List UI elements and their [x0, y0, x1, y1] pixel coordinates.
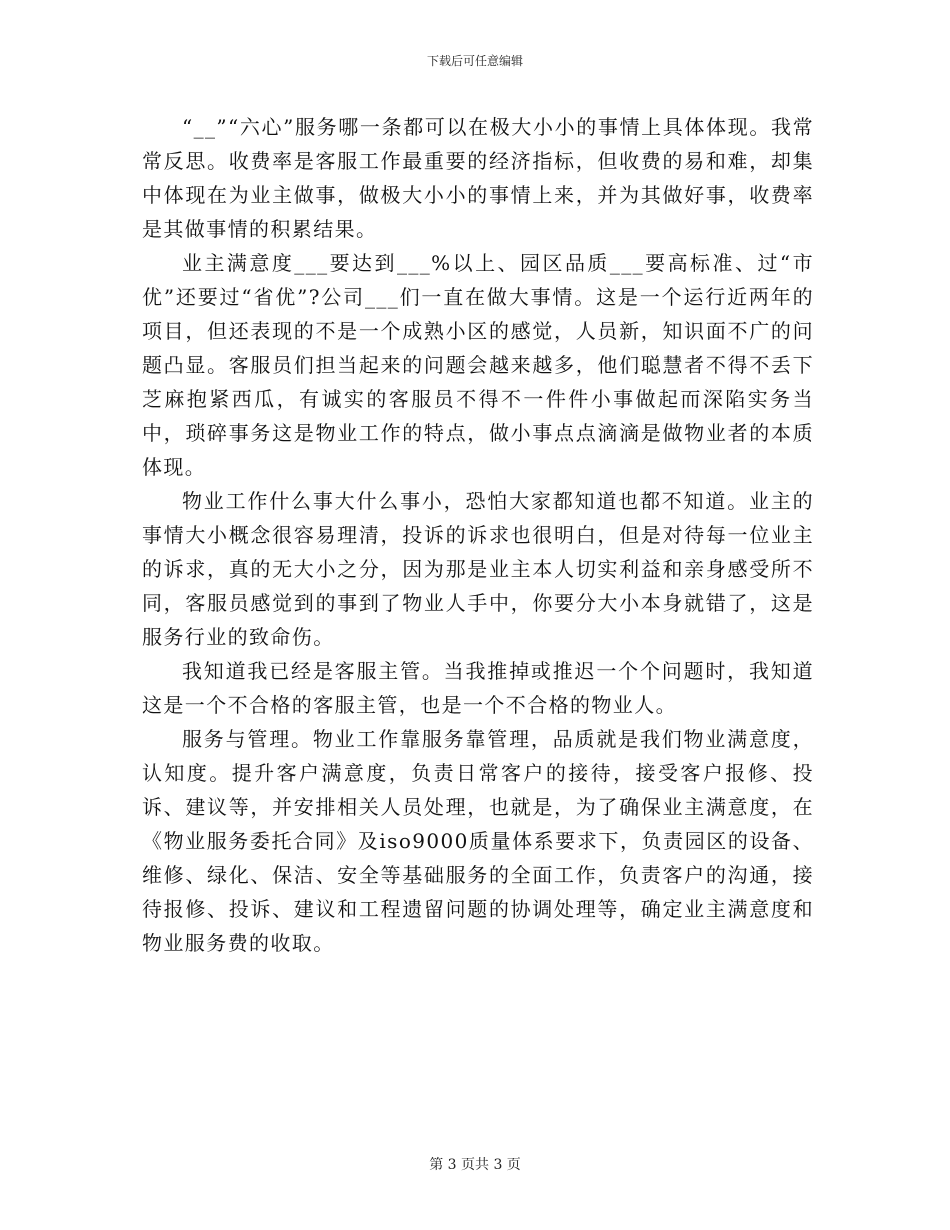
- page-footer: 第 3 页共 3 页: [429, 1157, 521, 1173]
- paragraph-2: 业主满意度___要达到___%以上、园区品质___要高标准、过“市优”还要过“省优”?公司___们一直在做大事情。这是一个运行近两年的项目，但还表现的不是一个成熟小区的感觉，人员新，知识面不广的问题凸显。客服员们担当起来的问题会越来越多，他们聪慧者不得不丢下芝麻抱紧西瓜，有诚实的客服员不得不一件件小事做起而深陷实务当中，琐碎事务这是物业工作的特点，做小事点点滴滴是做物业者的本质体现。: [142, 251, 814, 479]
- paragraph-3: 物业工作什么事大什么事小，恐怕大家都知道也都不知道。业主的事情大小概念很容易理清，投诉的诉求也很明白，但是对待每一位业主的诉求，真的无大小之分，因为那是业主本人切实利益和亲身感受所不同，客服员感觉到的事到了物业人手中，你要分大小本身就错了，这是服务行业的致命伤。: [142, 489, 814, 649]
- document-body: [142, 110, 814, 960]
- page-header: 下载后可任意编辑: [426, 54, 523, 68]
- paragraph-4: 我知道我已经是客服主管。当我推掉或推迟一个个问题时，我知道这是一个不合格的客服主管，也是一个不合格的物业人。: [142, 659, 814, 717]
- paragraph-1: “__”“六心”服务哪一条都可以在极大小小的事情上具体体现。我常常反思。收费率是客服工作最重要的经济指标，但收费的易和难，却集中体现在为业主做事，做极大小小的事情上来，并为其做好事，收费率是其做事情的积累结果。: [142, 115, 814, 241]
- paragraph-5: 服务与管理。物业工作靠服务靠管理，品质就是我们物业满意度，认知度。提升客户满意度，负责日常客户的接待，接受客户报修、投诉、建议等，并安排相关人员处理，也就是，为了确保业主满意度，在《物业服务委托合同》及iso9000质量体系要求下，负责园区的设备、维修、绿化、保洁、安全等基础服务的全面工作，负责客户的沟通，接待报修、投诉、建议和工程遗留问题的协调处理等，确定业主满意度和物业服务费的收取。: [142, 727, 814, 955]
